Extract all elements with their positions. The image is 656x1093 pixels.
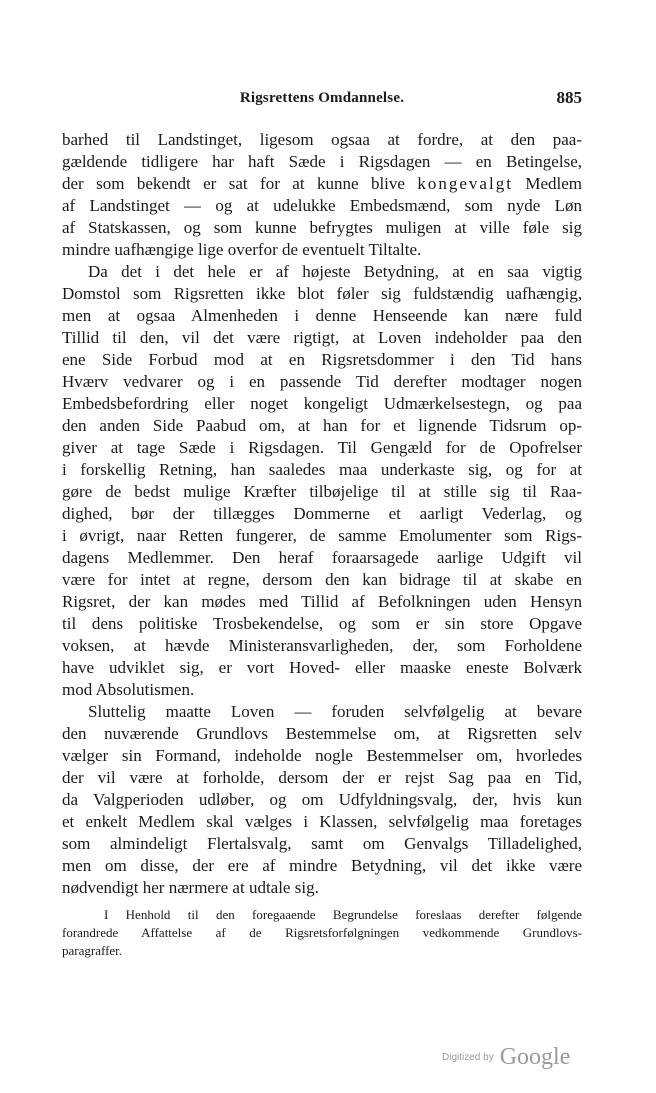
text-line: dighed, bør der tillægges Dommerne et aarligt Vederlag, og [62,504,582,523]
watermark-prefix: Digitized by [442,1052,494,1063]
text-line: da Valgperioden udløber, og om Udfyldningsvalg, der, hvis kun [62,790,582,809]
text-line: i forskellig Retning, han saaledes maa underkaste sig, og for at [62,460,582,479]
spaced-emphasis: kongevalgt [417,174,513,193]
google-logo: Google [499,1044,571,1070]
text-line: dagens Medlemmer. Den heraf foraarsagede aarlige Udgift vil [62,548,582,567]
text-line: den nuværende Grundlovs Bestemmelse om, at Rigsretten selv [62,724,582,743]
text-line: den anden Side Paabud om, at han for et lignende Tidsrum op- [62,416,582,435]
footnote [62,906,582,960]
running-title: Rigsrettens Omdannelse. [239,90,405,106]
paragraph-start: Da det i det hele er af højeste Betydning, at en saa vigtig [88,262,582,281]
text-line-part: der som bekendt er sat for at kunne blive [62,174,405,193]
text-line: vælger sin Formand, indeholde nogle Bestemmelser om, hvorledes [62,746,582,765]
text-line: gøre de bedst mulige Kræfter tilbøjelige til at stille sig til Raa- [62,482,582,501]
text-line: voksen, at hævde Ministeransvarligheden, der, som Forholdene [62,636,582,655]
text-line: gældende tidligere har haft Sæde i Rigsdagen — en Betingelse, [62,152,582,171]
digitized-by-watermark [442,1044,570,1071]
paragraph-start: Sluttelig maatte Loven — foruden selvfølgelig at bevare [88,702,582,721]
text-line: Domstol som Rigsretten ikke blot føler sig fuldstændig uafhængig, [62,284,582,303]
text-line: nødvendigt her nærmere at udtale sig. [62,878,319,897]
text-line: men om disse, der ere af mindre Betydning, vil det ikke være [62,856,582,875]
page-header [62,90,582,112]
text-line-part: Medlem [525,174,582,193]
text-line: Tillid til den, vil det være rigtigt, at Loven indeholder paa den [62,328,582,347]
text-line: til dens politiske Trosbekendelse, og som er sin store Opgave [62,614,582,633]
text-line: giver at tage Sæde i Rigsdagen. Til Gengæld for de Opofrelser [62,438,582,457]
footnote-line: paragraffer. [62,943,123,958]
text-line: ene Side Forbud mod at en Rigsretsdommer i den Tid hans [62,350,582,369]
text-line: barhed til Landstinget, ligesom ogsaa at fordre, at den paa- [62,130,582,149]
body-text [62,129,582,899]
text-line: af Statskassen, og som kunne befrygtes muligen at ville føle sig [62,218,582,237]
text-line: men at ogsaa Almenheden i denne Henseende kan nære fuld [62,306,582,325]
text-line: i øvrigt, naar Retten fungerer, de samme Emolumenter som Rigs- [62,526,582,545]
footnote-line: I Henhold til den foregaaende Begrundelse foreslaas derefter følgende [104,907,582,922]
text-line: som almindeligt Flertalsvalg, samt om Genvalgs Tilladelighed, [62,834,582,853]
text-line: Embedsbefordring eller noget kongeligt Udmærkelsestegn, og paa [62,394,582,413]
text-line: være for intet at regne, dersom den kan bidrage til at skabe en [62,570,582,589]
page-number: 885 [556,88,582,107]
text-line: mindre uafhængige lige overfor de eventuelt Tiltalte. [62,240,422,259]
text-line: have udviklet sig, er vort Hoved- eller maaske eneste Bolværk [62,658,582,677]
text-line: Hværv vedvarer og i en passende Tid derefter modtager nogen [62,372,582,391]
text-line: Rigsret, der kan mødes med Tillid af Befolkningen uden Hensyn [62,592,582,611]
footnote-line: forandrede Affattelse af de Rigsretsforfølgningen vedkommende Grundlovs- [62,925,582,940]
text-line: af Landstinget — og at udelukke Embedsmænd, som nyde Løn [62,196,582,215]
text-line [62,173,582,195]
text-line: et enkelt Medlem skal vælges i Klassen, selvfølgelig maa foretages [62,812,582,831]
text-line: der vil være at forholde, dersom der er rejst Sag paa en Tid, [62,768,582,787]
text-line: mod Absolutismen. [62,680,195,699]
